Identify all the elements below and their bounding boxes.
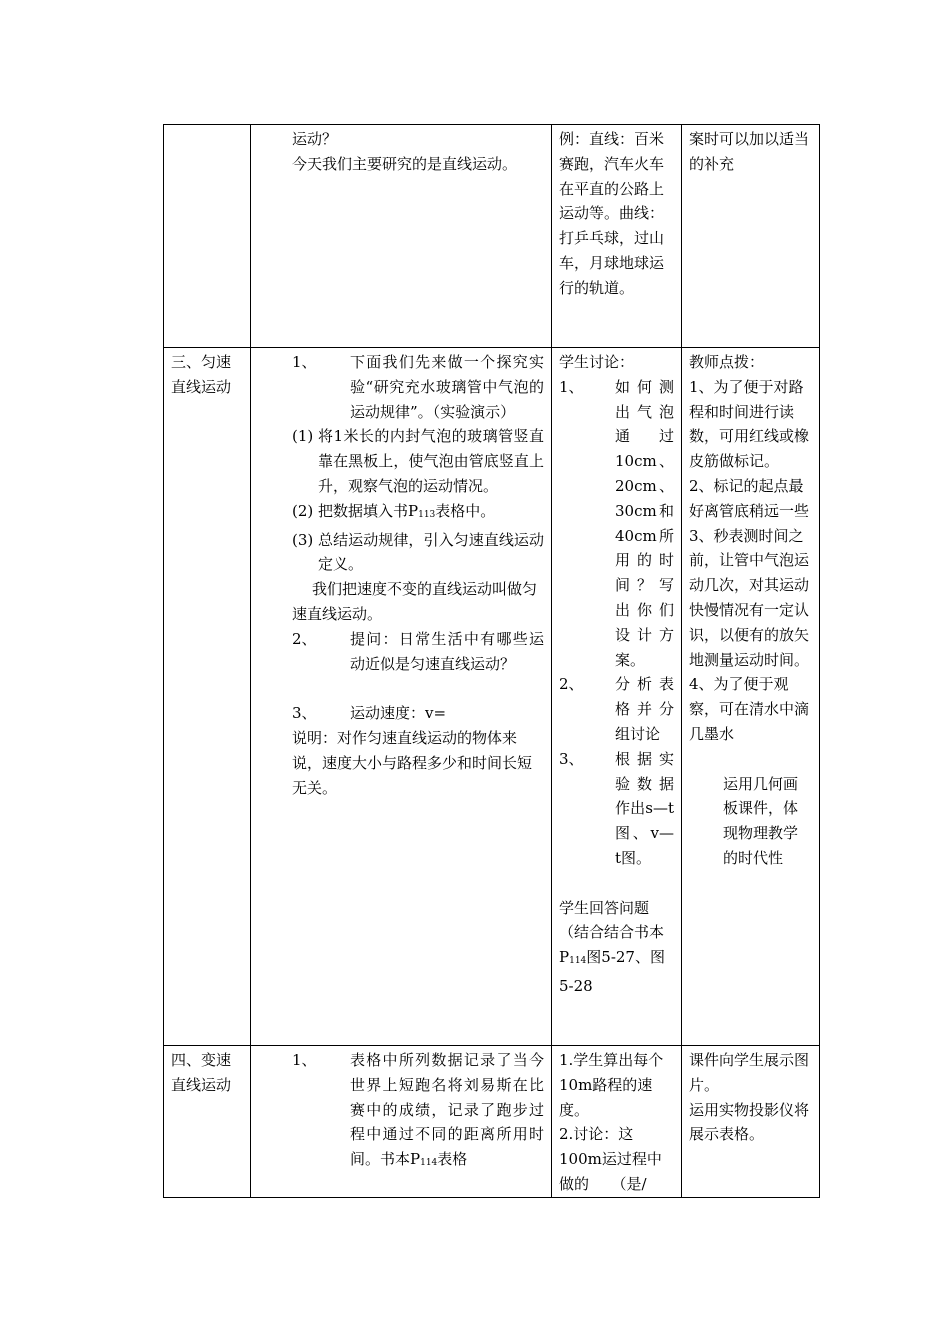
item-text: 下面我们先来做一个探究实验“研究充水玻璃管中气泡的运动规律”。（实验演示） (350, 353, 544, 421)
numbered-item (258, 350, 544, 424)
design-intent-cell (682, 348, 820, 1046)
definition-text: 我们把速度不变的直线运动叫做匀速直线运动。 (292, 580, 538, 623)
numbered-item (559, 747, 674, 871)
text-line: 运用实物投影仪将展示表格。 (689, 1100, 810, 1144)
section-cell (164, 348, 251, 1046)
item-text (350, 1048, 544, 1176)
sub-item-text: 将1米长的内封气泡的玻璃管竖直靠在黑板上，使气泡由管底竖直上升，观察气泡的运动情况。 (318, 427, 544, 495)
section-cell-empty (164, 125, 251, 348)
text-line: 课件向学生展示图片。 (689, 1051, 810, 1094)
numbered-item (258, 701, 544, 726)
note-text: 运用几何画板课件，体现物理教学的时代性 (723, 774, 799, 867)
tip-text: 2、标记的起点最好离管底稍远一些 (689, 476, 810, 520)
student-activity-cell (552, 348, 682, 1046)
text-line: 今天我们主要研究的是直线运动。 (292, 154, 518, 173)
item-number: 1、 (559, 377, 584, 396)
text-part: 表格 (437, 1150, 468, 1169)
text-part: 表格中所列数据记录了当今世界上短跑名将刘易斯在比赛中的成绩，记录了跑步过程中通过不同的距离所用时间。书本P (350, 1051, 544, 1169)
item-text: 提问：日常生活中有哪些运动近似是匀速直线运动？ (350, 629, 544, 673)
sub-item-number: (1) (292, 427, 314, 446)
sub-item-number: (3) (292, 530, 314, 549)
numbered-item (559, 672, 674, 746)
tip-text: 4、为了便于观察，可在清水中滴几墨水 (689, 675, 810, 743)
text-part: 学生回答问题（结合结合书本P (559, 898, 665, 967)
section-title: 三、匀速直线运动 (171, 353, 232, 396)
discussion-title: 学生讨论： (559, 353, 635, 371)
sub-item-text (318, 499, 544, 528)
numbered-item (258, 627, 544, 677)
table-row (164, 348, 820, 1046)
sub-item (258, 424, 544, 498)
note-text: 案时可以加以适当的补充 (689, 130, 810, 173)
subscript: 114 (420, 1158, 438, 1169)
section-cell (164, 1046, 251, 1198)
teacher-activity-cell (251, 348, 552, 1046)
item-text: 分析表格并分组讨论 (615, 675, 674, 743)
section-title: 四、变速直线运动 (171, 1051, 232, 1094)
text-line: 1.学生算出每个10m路程的速度。 (559, 1051, 664, 1119)
examples-text: 例：直线：百米赛跑，汽车火车在平直的公路上运动等。曲线：打乒乓球，过山车，月球地球运行的轨道。 (559, 130, 665, 297)
design-intent-cell (682, 1046, 820, 1198)
table-row (164, 1046, 820, 1198)
explanation-text: 说明：对作匀速直线运动的物体来说，速度大小与路程多少和时间长短无关。 (292, 728, 533, 797)
tip-text: 1、为了便于对路程和时间进行读数，可用红线或橡皮筋做标记。 (689, 377, 810, 471)
student-activity-cell (552, 125, 682, 348)
lesson-plan-table (163, 124, 820, 1198)
item-text: 运动速度：v= (350, 704, 447, 723)
item-number: 3、 (559, 749, 584, 768)
text-part: 表格中。 (435, 501, 496, 520)
teacher-activity-cell (251, 1046, 552, 1198)
teacher-activity-cell (251, 125, 552, 348)
text-line: 2.讨论：这100m运过程中做的 （是/ (559, 1125, 662, 1193)
text-line: 运动？ (292, 130, 338, 148)
item-number: 2、 (292, 629, 317, 648)
sub-item-text: 总结运动规律，引入匀速直线运动定义。 (318, 530, 544, 574)
item-number: 2、 (559, 675, 584, 694)
item-text: 如何测出气泡通过10cm、20cm、30cm和40cm所用的时间？写出你们设计方案。 (615, 377, 674, 669)
item-number: 3、 (292, 704, 317, 723)
item-number: 1、 (292, 1051, 317, 1069)
student-activity-cell (552, 1046, 682, 1198)
item-text: 根据实验数据作出s—t图、v—t图。 (615, 749, 674, 867)
sub-item (258, 499, 544, 528)
tips-title: 教师点拨： (689, 353, 765, 371)
text-part: 图5-27、图5-28 (559, 948, 665, 995)
text-part: 把数据填入书P (318, 501, 419, 520)
sub-item (258, 528, 544, 578)
numbered-item (559, 375, 674, 673)
design-intent-cell (682, 125, 820, 348)
numbered-item (258, 1048, 544, 1176)
subscript: 113 (418, 509, 436, 520)
item-number: 1、 (292, 353, 317, 371)
tip-text: 3、秒表测时间之前，让管中气泡运动几次，对其运动快慢情况有一定认识，以便有的放矢地测量运动时间。 (689, 526, 810, 669)
sub-item-number: (2) (292, 501, 314, 520)
table-row (164, 125, 820, 348)
subscript: 114 (569, 956, 587, 967)
answer-text (559, 896, 674, 999)
